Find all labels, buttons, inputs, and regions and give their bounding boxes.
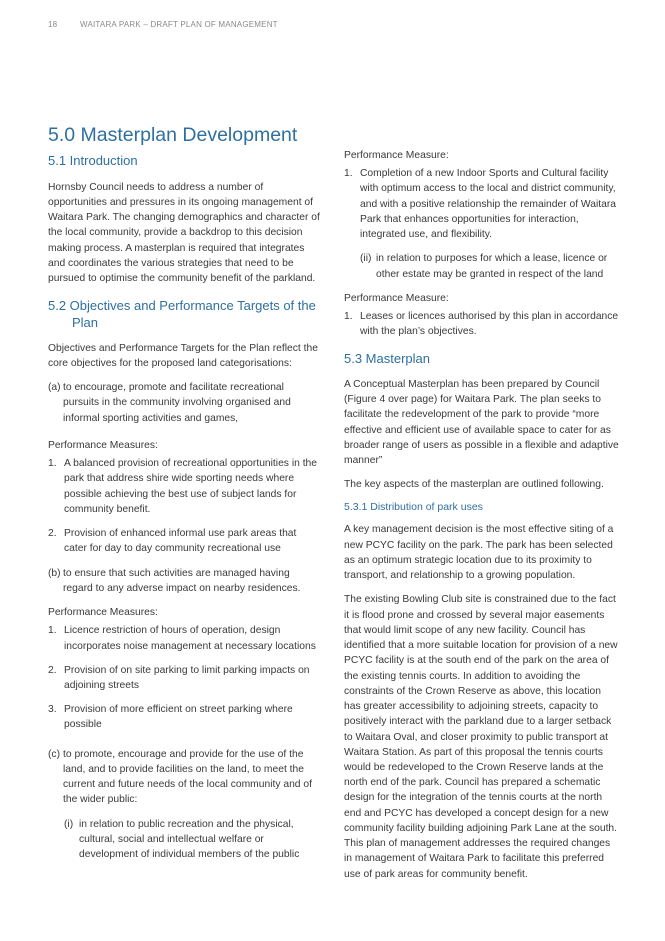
- list-marker: 1.: [48, 458, 57, 470]
- section-5-3-1-paragraph: The existing Bowling Club site is constrained due to the fact it is flood prone and crossed by several major easements that would limit scope of any new facility. Council has identified that a more suitable location for provision of a new PCYC facility is at the south end of the park on the area of the existing tennis courts. In addition to avoiding the constraints of the Crown Reserve as above, this location has greater accessibility to adjoining streets, capacity to positively interact with the parkland due to a larger setback to Waitara Oval, and closer proximity to public transport at Waitara Station. As part of this proposal the tennis courts would be redeveloped to the Crown Reserve lands at the north end of the park. Council has prepared a schematic design for the integration of the tennis courts at the north end and PCYC has developed a concept design for a new community facility building adjoining Park Lane at the south. This plan of management addresses the required changes in management of Waitara Park to facilitate this preferred use of park areas for community benefit.: [344, 594, 618, 880]
- section-5-1-paragraph: Hornsby Council needs to address a number of opportunities and pressures in its ongoing management of Waitara Park. The changing demographics and character of the local community, provide a backdrop to this decision making process. A masterplan is required that integrates and coordinates the various strategies that need to be pursued to optimise the community benefit of the parkland.: [48, 181, 320, 285]
- list-marker: 2.: [48, 528, 57, 540]
- section-5-3-heading: 5.3 Masterplan: [344, 350, 430, 366]
- list-marker: (i): [64, 818, 74, 830]
- performance-measure-label: Performance Measure:: [344, 150, 449, 161]
- list-item: [48, 456, 321, 517]
- objective-c-i: [64, 817, 321, 863]
- performance-measure-label: Performance Measure:: [344, 292, 449, 304]
- list-marker: (ii): [360, 253, 372, 265]
- list-marker: 1.: [48, 625, 57, 637]
- list-text: Completion of a new Indoor Sports and Cultural facility with optimum access to the local and district community, and with a positive relationship the remainder of Waitara Park that enhances opportunities for interaction, integrated use, and flexibility.: [360, 168, 617, 241]
- list-text: to encourage, promote and facilitate recreational pursuits in the community involving organised and informal sporting activities and games,: [63, 382, 291, 424]
- objective-c-ii: [360, 251, 619, 281]
- performance-measures-label: Performance Measures:: [48, 439, 158, 451]
- list-marker: 1.: [344, 168, 353, 180]
- objective-c: [48, 747, 321, 808]
- section-5-3-paragraph: A Conceptual Masterplan has been prepared by Council (Figure 4 over page) for Waitara Park. The plan seeks to facilitate the redevelopment of the park to provide “more effective and efficient use of available space to cater for as broader range of users as possible in a flexible and adaptive manner”: [344, 378, 619, 466]
- list-text: to promote, encourage and provide for the use of the land, and to provide facilities on the land, to meet the current and future needs of the local community and of the wider public:: [63, 748, 312, 806]
- left-column: [48, 124, 321, 871]
- list-text: in relation to purposes for which a lease, licence or other estate may be granted in respect of the land: [376, 253, 608, 280]
- section-5-3-1-paragraph: A key management decision is the most effective siting of a new PCYC facility on the park. The park has been selected as an optimum strategic location due to its proximity to transport, and relationship to a growing population.: [344, 524, 614, 582]
- list-item: [48, 526, 321, 556]
- list-marker: (b): [48, 567, 61, 579]
- right-column: [344, 148, 619, 891]
- objective-b: [48, 566, 321, 596]
- section-5-2-intro: Objectives and Performance Targets for the Plan reflect the core objectives for the proposed land categorisations:: [48, 342, 318, 370]
- running-title: WAITARA PARK – DRAFT PLAN OF MANAGEMENT: [80, 20, 278, 29]
- objective-a: [48, 380, 321, 426]
- list-text: to ensure that such activities are managed having regard to any adverse impact on nearby residences.: [63, 567, 301, 594]
- performance-measures-label: Performance Measures:: [48, 607, 158, 619]
- list-item: [48, 702, 321, 732]
- list-text: Leases or licences authorised by this plan in accordance with the plan’s objectives.: [360, 311, 619, 338]
- list-marker: (c): [48, 748, 61, 760]
- section-5-3-paragraph: The key aspects of the masterplan are outlined following.: [344, 479, 604, 491]
- list-item: [344, 309, 619, 339]
- section-5-2-heading: 5.2 Objectives and Performance Targets of the Plan: [48, 298, 316, 330]
- page-title: 5.0 Masterplan Development: [48, 124, 298, 146]
- list-text: in relation to public recreation and the physical, cultural, social and intellectual welfare or development of individual members of the public: [79, 818, 300, 861]
- list-text: Provision of on site parking to limit parking impacts on adjoining streets: [64, 664, 310, 691]
- list-item: [344, 166, 619, 242]
- list-item: [48, 623, 321, 653]
- section-5-1-heading: 5.1 Introduction: [48, 153, 138, 169]
- list-marker: (a): [48, 382, 61, 394]
- running-header: [48, 20, 278, 29]
- list-marker: 2.: [48, 664, 57, 676]
- page-number: 18: [48, 20, 58, 29]
- section-5-3-1-heading: 5.3.1 Distribution of park uses: [344, 501, 483, 514]
- list-marker: 1.: [344, 311, 353, 323]
- list-item: [48, 663, 321, 693]
- list-text: Provision of enhanced informal use park areas that cater for day to day community recreational use: [64, 528, 297, 555]
- list-marker: 3.: [48, 704, 57, 716]
- list-text: A balanced provision of recreational opportunities in the park that address shire wide sporting needs where possible achieving the best use of subject lands for community benefit.: [64, 458, 318, 515]
- list-text: Licence restriction of hours of operation, design incorporates noise management at necessary locations: [64, 625, 316, 652]
- list-text: Provision of more efficient on street parking where possible: [64, 704, 293, 731]
